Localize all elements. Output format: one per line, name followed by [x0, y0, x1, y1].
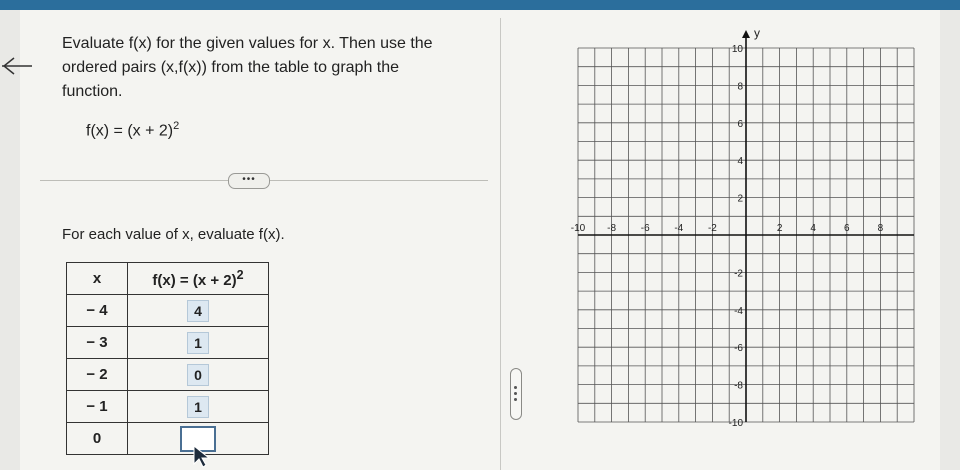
x-tick-label: 8: [877, 223, 884, 234]
fx-cell: [128, 327, 269, 359]
x-tick-label: 2: [776, 223, 783, 234]
table-row: [67, 359, 269, 391]
mouse-pointer-icon: [192, 444, 214, 468]
formula-base: f(x) = (x + 2): [86, 122, 174, 140]
y-axis-label: y: [754, 26, 760, 40]
table-row: [67, 423, 269, 455]
x-tick-label: 4: [810, 223, 816, 234]
top-bar: [0, 0, 960, 10]
y-tick-label: 2: [737, 193, 743, 205]
y-axis-arrow-icon: [742, 30, 750, 38]
fx-cell: [128, 391, 269, 423]
header-x: x: [67, 263, 128, 295]
x-tick-label: -10: [570, 223, 586, 234]
x-value: − 2: [67, 359, 128, 391]
question-line-1: Evaluate f(x) for the given values for x. Then use the: [62, 35, 433, 52]
header-fx: [128, 263, 269, 295]
y-tick-label: 8: [737, 81, 743, 93]
x-tick-label: -4: [674, 223, 684, 234]
header-fx-base: f(x) = (x + 2): [152, 272, 237, 289]
table-header-row: [67, 263, 269, 295]
y-tick-label: 10: [731, 44, 743, 55]
splitter-drag-handle[interactable]: [510, 368, 522, 420]
fx-answer[interactable]: 4: [187, 300, 209, 322]
fx-answer[interactable]: 1: [187, 396, 209, 418]
y-tick-label: -4: [734, 305, 743, 317]
table-row: [67, 391, 269, 423]
y-tick-label: -2: [734, 268, 743, 280]
panel-splitter: [500, 18, 501, 470]
y-tick-label: -6: [734, 343, 743, 355]
formula-exponent: 2: [173, 120, 180, 132]
fx-cell: [128, 359, 269, 391]
x-value: 0: [67, 423, 128, 455]
y-tick-label: 4: [737, 156, 743, 168]
function-formula: [86, 120, 179, 140]
x-tick-label: 6: [844, 223, 850, 234]
x-value: − 4: [67, 295, 128, 327]
table-row: [67, 295, 269, 327]
question-text: [62, 32, 482, 104]
y-tick-label: 6: [737, 118, 743, 130]
expand-more-button[interactable]: •••: [228, 173, 270, 189]
header-fx-exponent: 2: [236, 268, 244, 282]
x-tick-label: -8: [607, 223, 617, 234]
question-line-2: ordered pairs (x,f(x)) from the table to graph the: [62, 59, 400, 76]
y-tick-label: -10: [728, 418, 743, 429]
x-value: − 1: [67, 391, 128, 423]
values-table: [66, 262, 269, 455]
x-tick-label: -6: [640, 223, 650, 234]
y-tick-label: -8: [734, 380, 743, 392]
question-line-3: function.: [62, 83, 123, 100]
fx-cell: [128, 295, 269, 327]
table-row: [67, 327, 269, 359]
fx-answer[interactable]: 1: [187, 332, 209, 354]
fx-answer[interactable]: 0: [187, 364, 209, 386]
coordinate-graph[interactable]: [560, 20, 940, 440]
instruction-text: For each value of x, evaluate f(x).: [62, 226, 285, 243]
x-tick-label: -2: [707, 223, 717, 234]
back-arrow-icon[interactable]: [0, 56, 34, 76]
x-value: − 3: [67, 327, 128, 359]
